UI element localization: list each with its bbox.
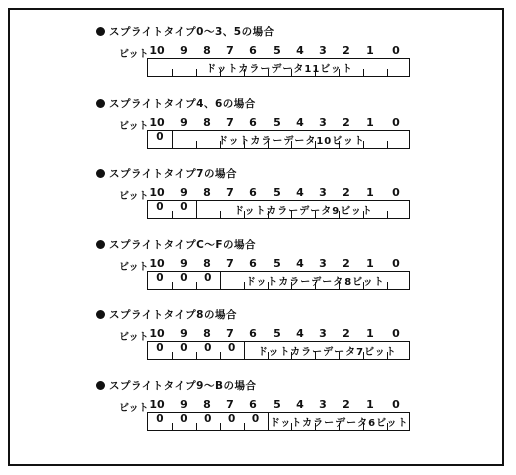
bit-number: 9 xyxy=(180,327,188,340)
bit-tick xyxy=(220,423,221,430)
bit-number: 5 xyxy=(273,398,281,411)
bit-tick xyxy=(172,352,173,359)
bit-number: 0 xyxy=(392,327,400,340)
bullet-icon xyxy=(96,27,105,36)
bit-number: 4 xyxy=(296,257,304,270)
section-title-text: スプライトタイプ0～3、5の場合 xyxy=(109,26,275,38)
bit-number: 2 xyxy=(342,327,350,340)
bit-number: 10 xyxy=(149,257,165,270)
bit-number: 2 xyxy=(342,44,350,57)
bit-number: 6 xyxy=(249,257,257,270)
bit-number: 0 xyxy=(392,257,400,270)
section-title-text: スプライトタイプ9～Bの場合 xyxy=(109,380,257,392)
bit-number: 8 xyxy=(203,327,211,340)
bit-number: 7 xyxy=(226,186,234,199)
bit-number: 9 xyxy=(180,116,188,129)
dot-color-data-label: ドットカラーデータ11ビット xyxy=(206,64,353,75)
bit-label: ビット xyxy=(119,403,149,414)
dot-color-data-label: ドットカラーデータ7ビット xyxy=(257,347,397,358)
dot-color-data-label: ドットカラーデータ6ビット xyxy=(269,418,409,429)
dot-color-data-label: ドットカラーデータ10ビット xyxy=(218,136,365,147)
bullet-icon xyxy=(96,381,105,390)
bit-number: 5 xyxy=(273,257,281,270)
bit-number: 8 xyxy=(203,44,211,57)
bit-tick xyxy=(172,282,173,289)
bit-number: 2 xyxy=(342,398,350,411)
zero-bit: 0 xyxy=(180,342,188,354)
bit-number: 8 xyxy=(203,186,211,199)
bit-number: 1 xyxy=(366,186,374,199)
bit-number: 1 xyxy=(366,44,374,57)
bit-number: 6 xyxy=(249,116,257,129)
bit-label: ビット xyxy=(119,121,149,132)
bit-tick xyxy=(196,352,197,359)
section-title-text: スプライトタイプC～Fの場合 xyxy=(109,239,257,251)
bit-number: 3 xyxy=(319,398,327,411)
zero-bit: 0 xyxy=(204,413,212,425)
bit-number: 4 xyxy=(296,186,304,199)
bit-number: 6 xyxy=(249,327,257,340)
zero-bit: 0 xyxy=(204,272,212,284)
bit-number: 7 xyxy=(226,398,234,411)
bit-number: 0 xyxy=(392,44,400,57)
zero-bit: 0 xyxy=(156,413,164,425)
bit-label: ビット xyxy=(119,49,149,60)
bit-number: 7 xyxy=(226,327,234,340)
bit-tick xyxy=(172,423,173,430)
bit-number: 3 xyxy=(319,186,327,199)
section-title xyxy=(96,96,256,111)
bit-number: 5 xyxy=(273,116,281,129)
bit-register xyxy=(147,130,410,149)
bit-number: 2 xyxy=(342,116,350,129)
bit-number: 0 xyxy=(392,398,400,411)
bit-number: 10 xyxy=(149,116,165,129)
bit-tick xyxy=(196,423,197,430)
bit-number: 9 xyxy=(180,398,188,411)
bit-tick xyxy=(172,211,173,218)
bit-number: 10 xyxy=(149,398,165,411)
bit-register xyxy=(147,412,410,431)
dot-color-data-label: ドットカラーデータ9ビット xyxy=(233,206,373,217)
zero-bit: 0 xyxy=(180,272,188,284)
zero-bit: 0 xyxy=(156,131,164,143)
bit-number: 5 xyxy=(273,186,281,199)
bit-number: 5 xyxy=(273,327,281,340)
bit-number: 2 xyxy=(342,186,350,199)
bit-number: 1 xyxy=(366,257,374,270)
section-title xyxy=(96,237,256,252)
bit-number: 0 xyxy=(392,186,400,199)
bit-number: 8 xyxy=(203,257,211,270)
bit-register xyxy=(147,58,410,77)
section-title xyxy=(96,378,256,393)
bit-number: 3 xyxy=(319,44,327,57)
bit-number: 7 xyxy=(226,116,234,129)
bit-number: 3 xyxy=(319,327,327,340)
bit-number: 10 xyxy=(149,186,165,199)
bit-number: 4 xyxy=(296,327,304,340)
bit-number: 7 xyxy=(226,44,234,57)
bit-tick xyxy=(244,423,245,430)
bullet-icon xyxy=(96,240,105,249)
bullet-icon xyxy=(96,169,105,178)
zero-bit: 0 xyxy=(180,201,188,213)
bit-number: 1 xyxy=(366,398,374,411)
bit-number: 0 xyxy=(392,116,400,129)
bit-number: 4 xyxy=(296,44,304,57)
bit-number: 6 xyxy=(249,186,257,199)
zero-bit: 0 xyxy=(228,413,236,425)
bit-label: ビット xyxy=(119,191,149,202)
zero-bit: 0 xyxy=(251,413,260,425)
bit-number: 4 xyxy=(296,398,304,411)
section-title-text: スプライトタイプ8の場合 xyxy=(109,309,237,321)
bit-number: 8 xyxy=(203,116,211,129)
bit-number: 9 xyxy=(180,257,188,270)
zero-bit: 0 xyxy=(156,272,164,284)
bit-register xyxy=(147,271,410,290)
bit-number: 10 xyxy=(149,327,165,340)
zero-bit: 0 xyxy=(180,413,188,425)
bit-number: 3 xyxy=(319,257,327,270)
dot-color-data-label: ドットカラーデータ8ビット xyxy=(245,277,385,288)
bit-number: 3 xyxy=(319,116,327,129)
section-title-text: スプライトタイプ4、6の場合 xyxy=(109,98,256,110)
bit-number: 4 xyxy=(296,116,304,129)
bit-number: 8 xyxy=(203,398,211,411)
bit-number: 6 xyxy=(249,398,257,411)
bit-number: 9 xyxy=(180,186,188,199)
zero-bit: 0 xyxy=(228,342,236,354)
bit-number: 1 xyxy=(366,116,374,129)
bit-register xyxy=(147,200,410,219)
bullet-icon xyxy=(96,310,105,319)
zero-bit: 0 xyxy=(156,342,164,354)
bit-number: 9 xyxy=(180,44,188,57)
section-title xyxy=(96,166,237,181)
section-title xyxy=(96,307,237,322)
bit-number: 6 xyxy=(249,44,257,57)
bit-label: ビット xyxy=(119,332,149,343)
bit-number: 2 xyxy=(342,257,350,270)
bit-tick xyxy=(196,282,197,289)
bit-tick xyxy=(220,352,221,359)
zero-bit: 0 xyxy=(204,342,212,354)
section-title-text: スプライトタイプ7の場合 xyxy=(109,168,237,180)
bit-number: 1 xyxy=(366,327,374,340)
section-title xyxy=(96,24,275,39)
bit-register xyxy=(147,341,410,360)
bit-number: 5 xyxy=(273,44,281,57)
bit-label: ビット xyxy=(119,262,149,273)
bit-number: 7 xyxy=(226,257,234,270)
zero-bit: 0 xyxy=(156,201,164,213)
bullet-icon xyxy=(96,99,105,108)
bit-number: 10 xyxy=(149,44,165,57)
